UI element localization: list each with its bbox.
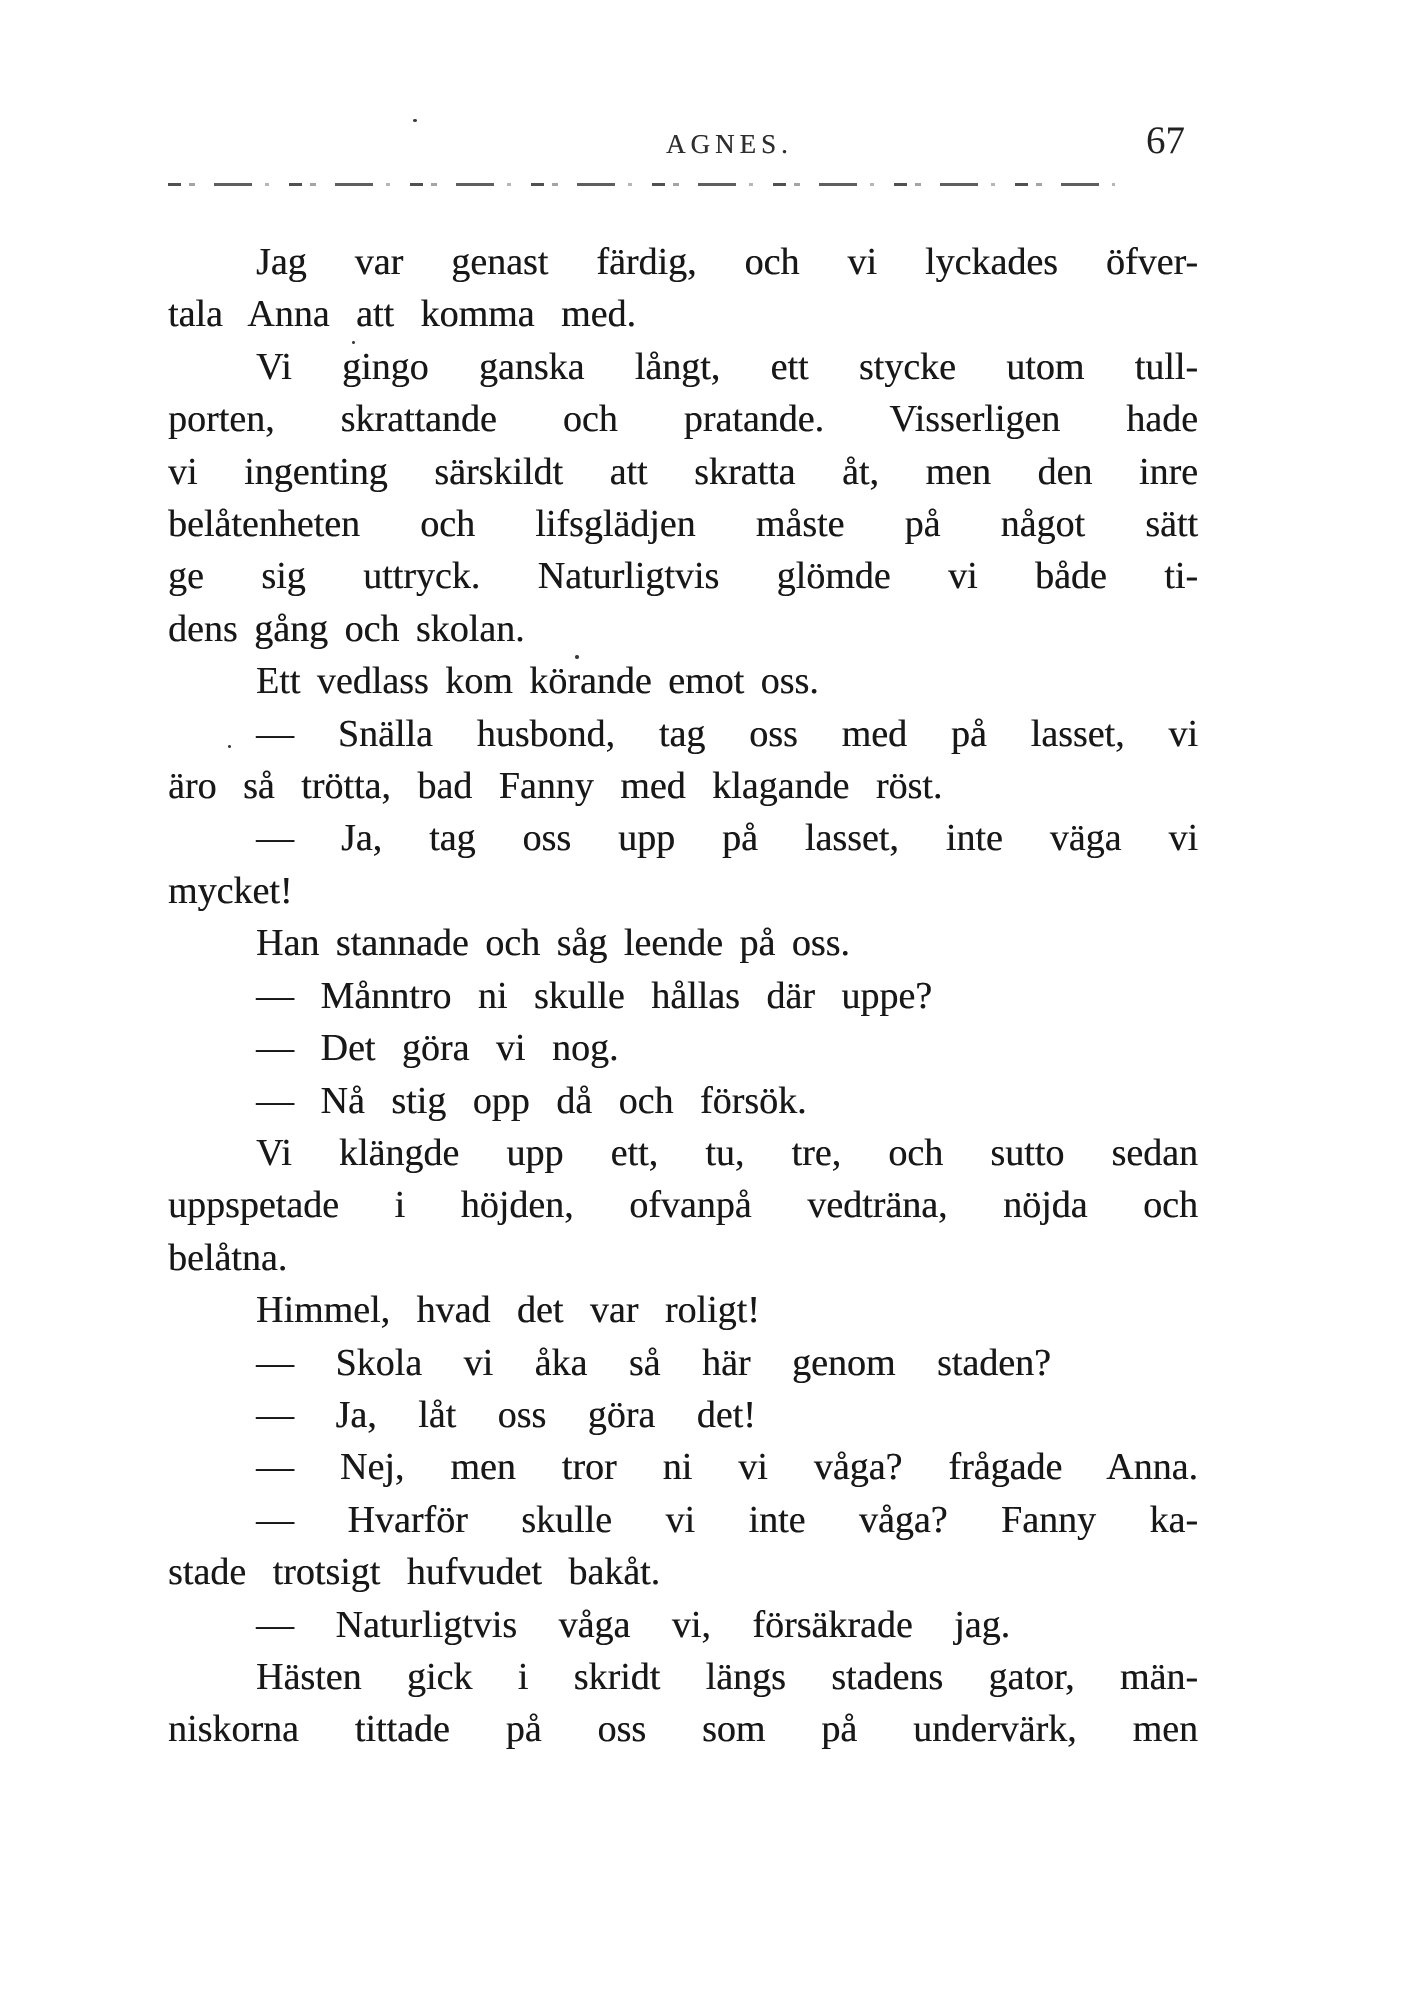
text-line: belåtna. [168,1236,288,1279]
text-line: Han stannade och såg leende på oss. [256,922,850,965]
scan-speck [575,655,579,659]
page-text [168,236,1198,1756]
text-line: uppspetade i höjden, ofvanpå vedträna, nöjda och [168,1184,1198,1227]
text-line: — Nej, men tror ni vi våga? frågade Anna. [256,1446,1198,1489]
scan-speck [413,119,417,122]
text-line: — Naturligtvis våga vi, försäkrade jag. [256,1603,1011,1646]
text-line: Vi klängde upp ett, tu, tre, och sutto sedan [256,1131,1198,1174]
text-line: äro så trötta, bad Fanny med klagande röst. [168,765,943,808]
text-line: — Månntro ni skulle hållas där uppe? [256,974,933,1017]
text-line: Himmel, hvad det var roligt! [256,1289,760,1332]
text-line: — Nå stig opp då och försök. [256,1079,807,1122]
text-line: vi ingenting särskildt att skratta åt, men den inre [168,450,1198,493]
text-line: ge sig uttryck. Naturligtvis glömde vi både ti- [168,555,1198,598]
page-number: 67 [1146,119,1185,162]
text-line: Vi gingo ganska långt, ett stycke utom tull- [256,345,1198,388]
header-rule [168,183,1115,186]
text-line: — Ja, låt oss göra det! [256,1393,756,1436]
text-line: — Ja, tag oss upp på lasset, inte väga vi [256,817,1198,860]
text-line: dens gång och skolan. [168,607,525,650]
text-line: tala Anna att komma med. [168,293,636,336]
text-line: — Det göra vi nog. [256,1027,619,1070]
text-line: Ett vedlass kom körande emot oss. [256,660,819,703]
text-line: — Hvarför skulle vi inte våga? Fanny ka- [256,1498,1198,1541]
text-line: mycket! [168,869,293,912]
text-line: Hästen gick i skridt längs stadens gator, män- [256,1655,1198,1698]
text-line: — Skola vi åka så här genom staden? [256,1341,1051,1384]
text-line: Jag var genast färdig, och vi lyckades öfver- [256,241,1198,283]
text-line: stade trotsigt hufvudet bakåt. [168,1551,661,1594]
text-line: belåtenheten och lifsglädjen måste på något sätt [168,503,1198,546]
running-header-title: AGNES. [666,129,793,159]
text-line: porten, skrattande och pratande. Visserligen hade [168,398,1198,441]
scan-speck [228,745,231,748]
scan-speck [352,341,355,344]
text-line: — Snälla husbond, tag oss med på lasset, vi [256,712,1198,755]
text-line: niskorna tittade på oss som på undervärk, men [168,1708,1198,1751]
